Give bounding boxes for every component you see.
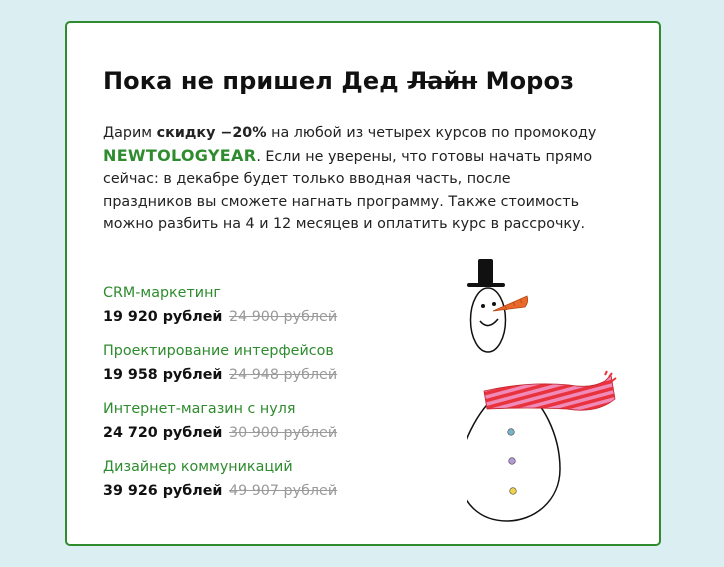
promo-description — [103, 122, 603, 236]
course-item — [103, 283, 403, 341]
intro-text-2: на любой из четырех курсов по промокоду — [266, 125, 597, 141]
course-price: 24 720 рублей — [103, 425, 223, 441]
promo-code: NEWTOLOGYEAR — [103, 145, 257, 165]
course-name: Проектирование интерфейсов — [103, 343, 334, 359]
title-part-2: Мороз — [477, 67, 575, 95]
course-name: CRM-маркетинг — [103, 285, 221, 301]
discount-highlight: скидку −20% — [156, 125, 267, 141]
promo-card — [65, 21, 661, 546]
snowman-icon — [467, 259, 617, 534]
promo-title — [103, 67, 574, 95]
course-old-price: 24 900 рублей — [228, 309, 338, 325]
course-old-price: 49 907 рублей — [228, 483, 338, 499]
top-hat-icon — [467, 259, 505, 287]
course-list — [103, 283, 403, 515]
course-price: 39 926 рублей — [103, 483, 223, 499]
snowman-head — [471, 288, 506, 352]
course-price-line — [103, 481, 403, 501]
intro-text-3: . Если не уверены, что готовы начать прямо сейчас: в декабре будет только вводная часть, после праздников вы сможете нагнать программу. Также стоимость можно разбить на 4 и 12 месяцев и оплатить курс в рассрочку. — [103, 148, 593, 232]
course-price-line — [103, 423, 403, 443]
intro-text-1: Дарим — [103, 125, 157, 141]
course-item — [103, 457, 403, 515]
course-item — [103, 399, 403, 457]
course-old-price: 24 948 рублей — [228, 367, 338, 383]
snowman-body — [467, 393, 560, 521]
course-price-line — [103, 365, 403, 385]
course-old-price: 30 900 рублей — [228, 425, 338, 441]
title-strikethrough-word: Лайн — [407, 67, 478, 95]
title-part-1: Пока не пришел Дед — [103, 67, 408, 95]
course-price-line — [103, 307, 403, 327]
course-price: 19 958 рублей — [103, 367, 223, 383]
course-name: Дизайнер коммуникаций — [103, 459, 293, 475]
course-price: 19 920 рублей — [103, 309, 223, 325]
course-name: Интернет-магазин с нуля — [103, 401, 296, 417]
scarf-icon — [484, 371, 616, 410]
course-item — [103, 341, 403, 399]
